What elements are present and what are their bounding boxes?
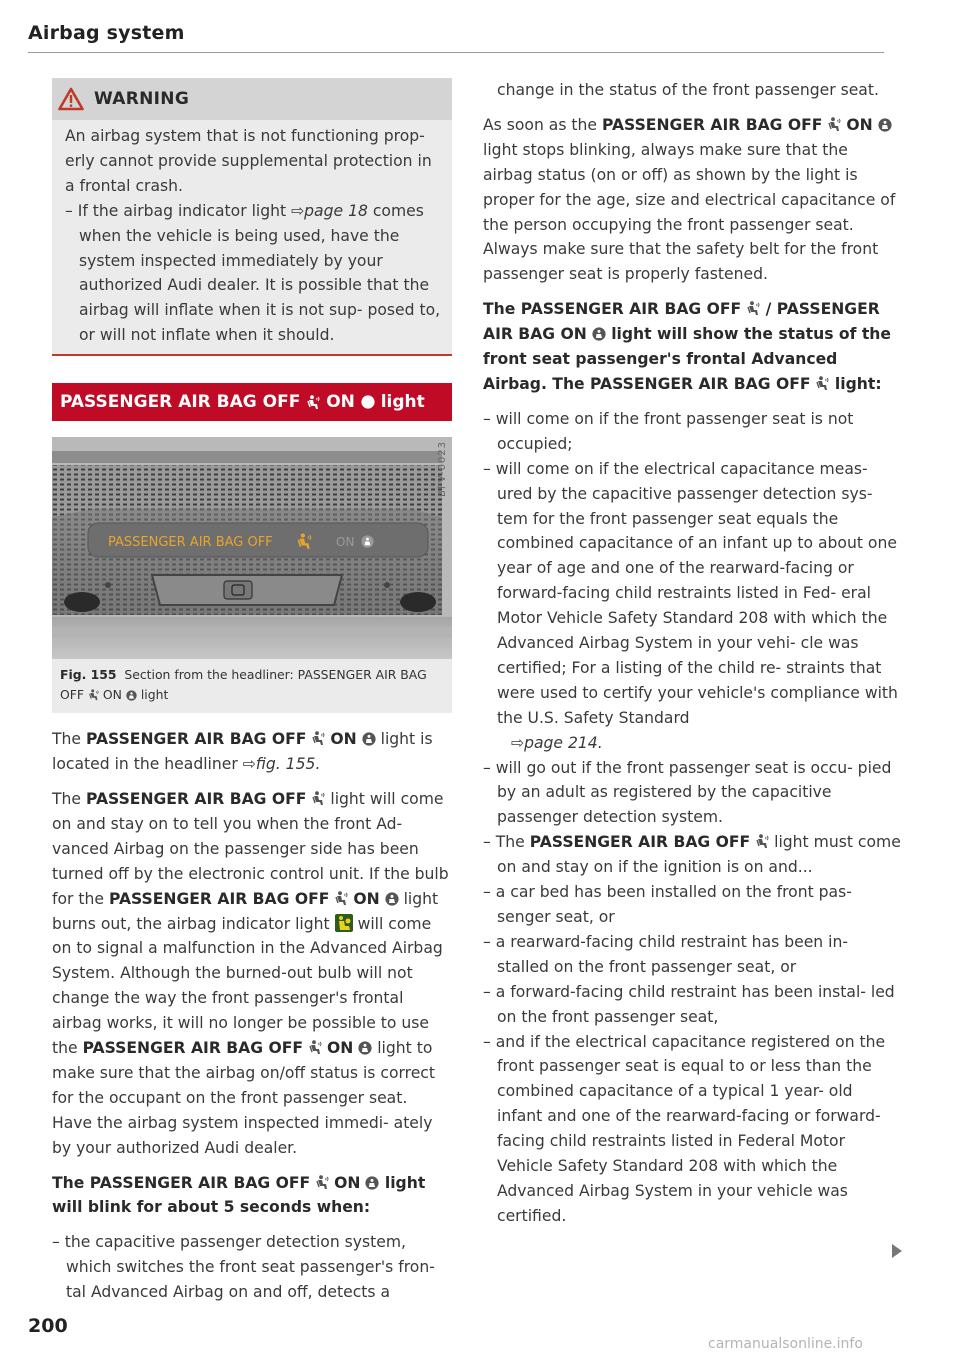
passenger-seat-icon [815, 376, 829, 391]
airbag-on-icon [385, 892, 399, 906]
text: light stops blinking, always make sure that the airbag status (on or off) as shown by the light is proper for the age, size and electrical capacitance of the person occupying the front passenger seat. Always make sure that the safety belt for the front passenger seat is properly fastened. [483, 140, 896, 284]
bold-text: light will blink for about 5 seconds when: [52, 1173, 426, 1217]
left-column [52, 78, 452, 1305]
headliner-image [52, 437, 452, 659]
passenger-seat-icon [308, 1040, 322, 1055]
bold-text: ON [330, 730, 357, 749]
warning-item: – If the airbag indicator light ⇨page 18 comes when the vehicle is being used, have the system inspected immediately by your authorized Audi dealer. It is possible that the airbag will inflate when it is not sup- posed to, or will not inflate when it should. [65, 201, 441, 345]
section-title-text: PASSENGER AIR BAG OFF [60, 392, 301, 413]
bold-text: / PASSENGER AIR BAG ON [483, 300, 880, 344]
headliner-illustration [52, 437, 452, 659]
bold-text: The PASSENGER AIR BAG OFF [52, 1173, 311, 1192]
list-item: – and if the electrical capacitance registered on the front passenger seat is equal to or less than the combined capacitance of a typical 1 year- old infant and one of the rearward-facing or forward-facing child restraints listed in Federal Motor Vehicle Safety Standard 208 with which the Advanced Airbag System in your vehicle was certified. [483, 1032, 886, 1225]
bold-text: ON [326, 1039, 354, 1058]
passenger-seat-icon [311, 791, 325, 806]
section-title-light: light [380, 392, 425, 413]
airbag-on-icon [358, 1041, 372, 1055]
figure-number: Fig. 155 [60, 667, 117, 683]
bold-text: PASSENGER AIR BAG OFF [601, 115, 823, 134]
continue-arrow-icon [892, 1244, 902, 1258]
airbag-indicator-icon [335, 914, 353, 932]
warning-title: WARNING [94, 89, 190, 109]
text: light is located in the headliner [52, 730, 433, 774]
list-item [483, 830, 901, 880]
passenger-seat-icon [755, 834, 769, 849]
header-rule [28, 52, 884, 53]
text: light must come on and stay on if the ignition is on and... [497, 833, 901, 877]
warning-header [52, 78, 452, 120]
text: light will come on and stay on to tell you when the front Ad- vanced Airbag on the passenger side has been turned off by the electronic control unit. If the bulb for the [52, 789, 449, 908]
bold-text: PASSENGER AIR BAG OFF [85, 789, 307, 808]
caption-text: Section from the headliner: PASSENGER AIR BAG OFF [60, 667, 427, 703]
bold-text: ON [846, 115, 873, 134]
paragraph [52, 727, 452, 777]
text: – The [483, 833, 530, 852]
page-link[interactable]: ⇨page 214. [511, 733, 603, 752]
bold-text: PASSENGER AIR BAG OFF [529, 833, 751, 852]
bold-text: PASSENGER AIR BAG OFF [82, 1039, 304, 1058]
warning-bottom-rule [52, 354, 452, 356]
passenger-seat-icon [88, 689, 99, 701]
chapter-title: Airbag system [28, 22, 185, 44]
warning-intro: An airbag system that is not functioning prop- erly cannot provide supplemental protection in a frontal crash. [65, 127, 432, 195]
passenger-seat-icon [827, 117, 841, 132]
list-item: – a forward-facing child restraint has been instal- led on the front passenger seat, [483, 982, 895, 1026]
bold-text: light: [829, 374, 882, 393]
paragraph [52, 787, 452, 1161]
figure-155 [52, 437, 452, 713]
bold-text: light will show the status of the front seat passenger's frontal Advanced Airbag. The PASSENGER AIR BAG OFF [483, 325, 891, 393]
page-number: 200 [28, 1315, 68, 1337]
passenger-seat-icon [311, 731, 325, 746]
bold-text: ON [334, 1173, 361, 1192]
warning-item-text: comes when the vehicle is being used, have the system inspected immediately by your authorized Audi dealer. It is possible that the airbag will inflate when it is not sup- posed to, or will not inflate when it should. [79, 201, 441, 345]
caption-on: ON [102, 687, 122, 703]
passenger-seat-icon [306, 395, 320, 410]
bold-text: The PASSENGER AIR BAG OFF [483, 300, 742, 319]
bold-text: PASSENGER AIR BAG OFF [85, 730, 307, 749]
bold-text: PASSENGER AIR BAG OFF [108, 889, 330, 908]
warning-triangle-icon [58, 87, 84, 111]
bold-heading [52, 1171, 452, 1221]
figure-link[interactable]: ⇨fig. 155. [242, 755, 321, 774]
text: will come on to signal a malfunction in the Advanced Airbag System. Although the burned-out bulb will not change the way the front passenger's frontal airbag works, it will no longer be possible to use the [52, 914, 443, 1058]
section-title-on: ON [326, 392, 355, 413]
paragraph [483, 113, 901, 287]
airbag-on-icon [126, 690, 137, 701]
airbag-on-icon [361, 395, 375, 409]
airbag-on-icon [878, 118, 892, 132]
page-header [28, 22, 884, 44]
list-item [483, 457, 901, 756]
list-item-text: – will come on if the electrical capacitance meas- ured by the capacitive passenger detection sys- tem for the front passenger seat equals the combined capacitance of an infant up to about one year of age and one of the rearward-facing or forward-facing child restraints listed in Fed- eral Motor Vehicle Safety Standard 208 with which the Advanced Airbag System in your vehi- cle was certified; For a listing of the child re- straints that were used to certify your vehicle's compliance with the U.S. Safety Standard [483, 459, 898, 727]
list-continuation: change in the status of the front passenger seat. [497, 81, 879, 99]
list-item: – the capacitive passenger detection system, which switches the front seat passenger's fron- tal Advanced Airbag on and off, detects a [52, 1233, 435, 1302]
right-column [483, 78, 901, 1229]
passenger-seat-icon [746, 301, 760, 316]
text: The [52, 730, 86, 749]
airbag-on-icon [592, 327, 606, 341]
blink-conditions-list [52, 1230, 452, 1305]
text: As soon as the [483, 115, 602, 134]
text: The [52, 789, 86, 808]
passenger-seat-icon [315, 1175, 329, 1190]
airbag-on-icon [362, 732, 376, 746]
panel-on-icon [361, 536, 373, 548]
airbag-on-icon [365, 1176, 379, 1190]
panel-off-label: PASSENGER AIR BAG OFF [108, 535, 273, 551]
bold-text: ON [353, 889, 380, 908]
status-list [483, 407, 901, 1229]
text: light to make sure that the airbag on/off status is correct for the occupant on the front passenger seat. Have the airbag system inspected immedi- ately by your authorized Audi dealer. [52, 1039, 435, 1157]
list-item: – will go out if the front passenger seat is occu- pied by an adult as registered by the capacitive passenger detection system. [483, 758, 892, 827]
watermark: carmanualsonline.info [708, 1336, 863, 1352]
section-title [52, 383, 452, 421]
caption-end: light [140, 687, 169, 703]
passenger-seat-icon [334, 891, 348, 906]
bold-heading [483, 297, 901, 397]
figure-code: BFV-0023 [437, 441, 448, 498]
warning-item-text: If the airbag indicator light [77, 201, 292, 220]
warning-box [52, 78, 452, 354]
list-item: – a car bed has been installed on the front pas- senger seat, or [483, 883, 852, 926]
text: light burns out, the airbag indicator light [52, 889, 439, 933]
page-link[interactable]: ⇨page 18 [291, 201, 368, 220]
list-item: – will come on if the front passenger seat is not occupied; [483, 409, 854, 453]
warning-body [52, 120, 452, 354]
panel-on-label: ON [336, 535, 355, 550]
figure-caption [52, 659, 452, 713]
list-item: – a rearward-facing child restraint has been in- stalled on the front passenger seat, or [483, 932, 848, 976]
